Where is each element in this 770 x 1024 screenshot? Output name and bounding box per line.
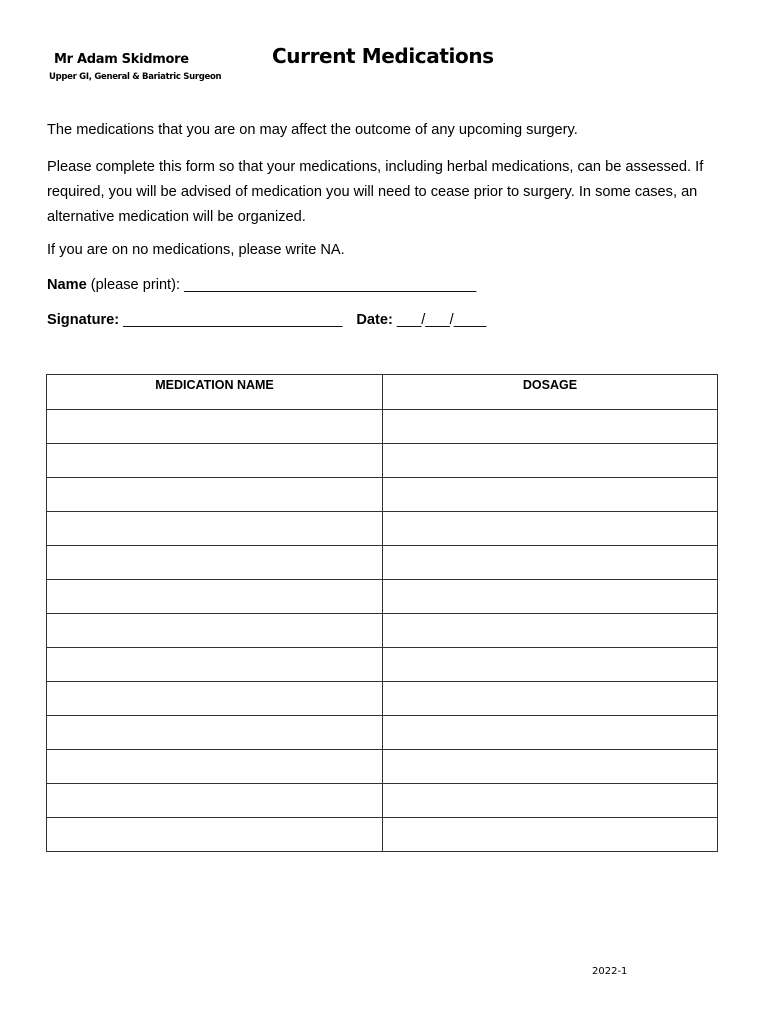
table-row xyxy=(47,818,718,852)
dosage-cell[interactable] xyxy=(383,682,718,716)
intro-paragraph-3: If you are on no medications, please write NA. xyxy=(47,242,345,258)
medication-name-cell[interactable] xyxy=(47,648,383,682)
table-row xyxy=(47,512,718,546)
dosage-cell[interactable] xyxy=(383,784,718,818)
signature-date-field xyxy=(47,312,486,328)
signature-blank[interactable]: ___________________________ xyxy=(119,312,343,328)
dosage-cell[interactable] xyxy=(383,614,718,648)
medication-name-cell[interactable] xyxy=(47,546,383,580)
table-row xyxy=(47,580,718,614)
medication-name-cell[interactable] xyxy=(47,478,383,512)
medication-name-cell[interactable] xyxy=(47,716,383,750)
table-row xyxy=(47,682,718,716)
dosage-cell[interactable] xyxy=(383,818,718,852)
table-row xyxy=(47,410,718,444)
table-row xyxy=(47,648,718,682)
medication-name-cell[interactable] xyxy=(47,512,383,546)
dosage-cell[interactable] xyxy=(383,444,718,478)
intro-paragraph-2: Please complete this form so that your medications, including herbal medications, can be assessed. If required, you will be advised of medication you will need to cease prior to surgery. In some cases, an alternative medication will be organized. xyxy=(47,159,704,225)
column-header-medication-name: MEDICATION NAME xyxy=(47,375,383,410)
table-row xyxy=(47,716,718,750)
medication-name-cell[interactable] xyxy=(47,614,383,648)
medication-name-cell[interactable] xyxy=(47,444,383,478)
medication-name-cell[interactable] xyxy=(47,580,383,614)
signature-label: Signature: xyxy=(47,312,120,328)
table-row xyxy=(47,784,718,818)
dosage-cell[interactable] xyxy=(383,410,718,444)
surgeon-name: Mr Adam Skidmore xyxy=(54,52,189,67)
table-row xyxy=(47,444,718,478)
table-row xyxy=(47,750,718,784)
column-header-dosage: DOSAGE xyxy=(383,375,718,410)
name-field xyxy=(47,277,476,293)
table-header-row xyxy=(47,375,718,410)
page-title: Current Medications xyxy=(272,44,494,68)
dosage-cell[interactable] xyxy=(383,546,718,580)
table-row xyxy=(47,614,718,648)
dosage-cell[interactable] xyxy=(383,580,718,614)
dosage-cell[interactable] xyxy=(383,716,718,750)
medication-name-cell[interactable] xyxy=(47,784,383,818)
date-blank[interactable]: ___/___/____ xyxy=(392,312,487,328)
medication-name-cell[interactable] xyxy=(47,682,383,716)
dosage-cell[interactable] xyxy=(383,512,718,546)
medications-table xyxy=(46,374,718,852)
date-label: Date: xyxy=(356,312,393,328)
medication-name-cell[interactable] xyxy=(47,750,383,784)
medications-table-body xyxy=(47,410,718,852)
table-row xyxy=(47,546,718,580)
name-hint: (please print): xyxy=(86,277,185,293)
table-row xyxy=(47,478,718,512)
dosage-cell[interactable] xyxy=(383,648,718,682)
dosage-cell[interactable] xyxy=(383,750,718,784)
medication-name-cell[interactable] xyxy=(47,410,383,444)
name-blank[interactable]: ____________________________________ xyxy=(184,277,477,293)
name-label: Name xyxy=(47,277,87,293)
intro-paragraph-1: The medications that you are on may affect the outcome of any upcoming surgery. xyxy=(47,122,578,138)
surgeon-title: Upper GI, General & Bariatric Surgeon xyxy=(49,72,222,82)
medication-name-cell[interactable] xyxy=(47,818,383,852)
form-version-code: 2022-1 xyxy=(592,966,628,977)
dosage-cell[interactable] xyxy=(383,478,718,512)
